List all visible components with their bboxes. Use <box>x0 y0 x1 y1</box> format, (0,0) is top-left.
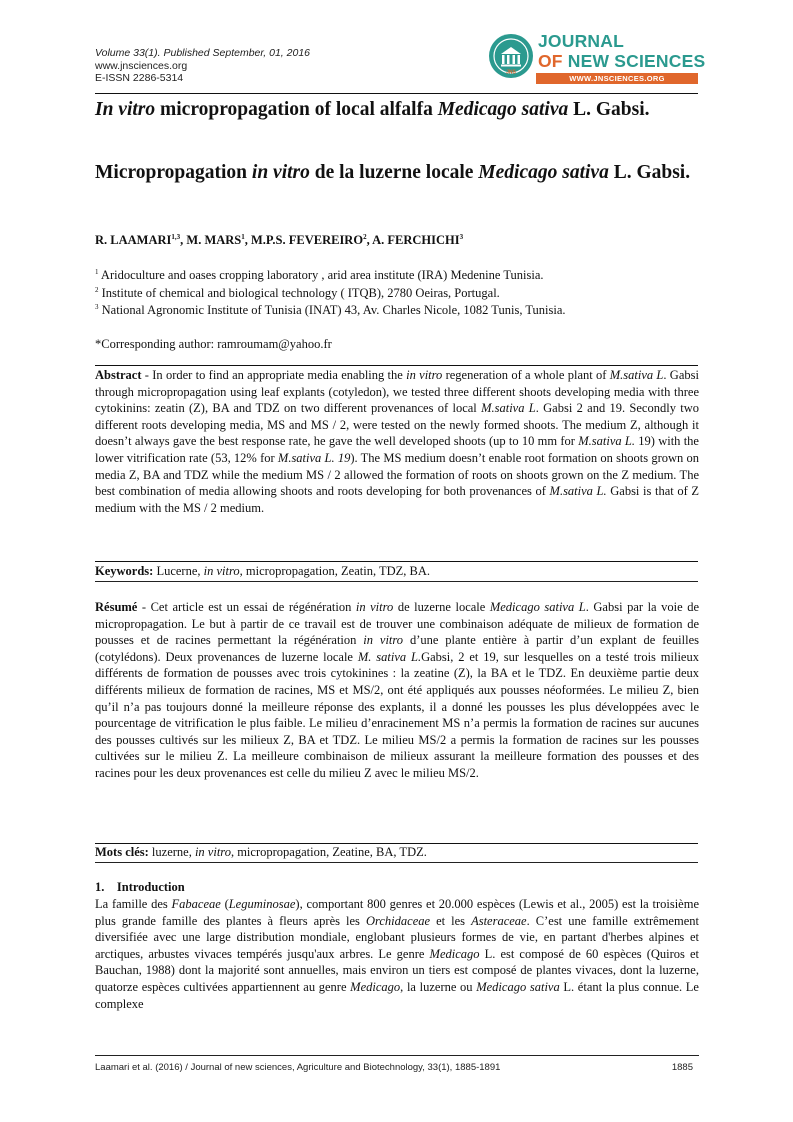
logo-url-banner[interactable]: WWW.JNSCIENCES.ORG <box>536 73 698 84</box>
introduction-heading: 1. Introduction <box>95 880 185 894</box>
website-line[interactable]: www.jnsciences.org <box>95 59 188 72</box>
author-list: R. LAAMARI$^{1,3}$, M. MARS$^1$, M.P.S. FEVEREIRO$^2$, A. FERCHICHI$^3$ <box>95 233 464 248</box>
logo-line-journal: JOURNAL <box>538 31 624 51</box>
title-french: Micropropagation in vitro de la luzerne locale Medicago sativa L. Gabsi. <box>95 162 691 183</box>
journal-logo <box>488 27 706 93</box>
eissn-line: E-ISSN 2286-5314 <box>95 72 184 84</box>
footer-rule <box>95 1055 699 1056</box>
seal-text: JNS <box>506 69 516 76</box>
resume-paragraph: Résumé - Cet article est un essai de régénération in vitro de luzerne locale Medicago sativa L. Gabsi par la voie de micropropagation. Le but à partir de ce travail est de trouver une combinaison adéquate de milieux de formation de pousses et de racines permettant la régénération in vitro d’une plante entière à partir d’un explant de feuilles (cotylédons). Deux provenances de luzerne locale M. sativa L.Gabsi, 2 et 19, sur lesquelles on a testé trois milieux différents de formation de pousses avec trois cytokinines : la zeatine (Z), la BA et le TDZ. En deuxième partie deux différents milieux de formation de racines, MS et MS/2, ont été appliqués aux pousses néoformées. Le milieu Z, bien qu’il n’a pas toujours donné la meilleure réponse des explants, il a donné les pousses les plus développées avec le pourcentage de vitrification le plus faible. Le milieu d’enracinement MS n’a permis la formation de racines sur aucunes des pousses cultivés sur les milieux Z, BA et TDZ. Le milieu MS/2 a permis la formation de racines sur les pousses cultivées sur le milieu Z. La meilleure combinaison de milieux assurant la meilleure formation des pousses et des racines pour les deux provenances est celle du milieu Z avec le milieu MS/2. <box>95 600 699 780</box>
journal-seal-icon <box>488 33 534 79</box>
abstract-paragraph: Abstract - In order to find an appropriate media enabling the in vitro regeneration of a whole plant of M.sativa L. Gabsi through micropropagation using leaf explants (cotyledon), we tested three different shoots developing media with three cytokinins: zeatin (Z), BA and TDZ on two different provenances of local M.sativa L. Gabsi 2 and 19. Secondly two different roots developing media, MS and MS / 2, were tested on the newly formed shoots. The medium Z, although it doesn’t always gave the best response rate, he gave the well developed shoots (up to 10 mm for M.sativa L. 19) with the lower vitrification rate (53, 12% for M.sativa L. 19). The MS medium doesn’t enable root formation on shoots grown on media Z, BA and TDZ while the medium MS / 2 allowed the formation of roots on shoots grown on the Z medium. The best combination of media allowing shoots and roots developing for both provenances of M.sativa L. Gabsi is that of Z medium with the MS / 2 medium. <box>95 368 699 515</box>
mots-cles-line: Mots clés: luzerne, in vitro, micropropagation, Zeatine, BA, TDZ. <box>95 845 427 859</box>
keywords-line: Keywords: Lucerne, in vitro, micropropagation, Zeatin, TDZ, BA. <box>95 564 431 578</box>
journal-header-meta <box>95 47 310 85</box>
logo-of: OF <box>538 51 563 71</box>
abstract-top-rule <box>95 365 698 366</box>
volume-line: Volume 33(1). Published September, 01, 2016 <box>95 47 310 59</box>
title-english: In vitro micropropagation of local alfalfa Medicago sativa L. Gabsi. <box>95 99 650 120</box>
page-number: 1885 <box>671 1062 693 1073</box>
mots-cles-top-rule <box>95 843 698 844</box>
introduction-paragraph: La famille des Fabaceae (Leguminosae), comportant 800 genres et 20.000 espèces (Lewis et al., 2005) est la troisième plus grande famille des plantes à fleurs après les Orchidaceae et les Asteraceae. C’est une famille extrêmement diversifiée avec une large distribution mondiale, englobant plusieurs formes de vie, en partant d'herbes alpines et arctiques, arbustes vivaces tempérés jusqu'aux arbres. Le genre Medicago L. est composé de 60 espèces (Quiros et Bauchan, 1988) dont la majorité sont annuelles, mais environ un tiers est composé de plantes vivaces, dont la luzerne, quatorze espèces cultivées appartiennent au genre Medicago, la luzerne ou Medicago sativa L. étant la plus connue. Le complexe <box>95 897 700 1011</box>
logo-line-new-sciences <box>538 51 705 72</box>
affiliation-1: $^1$ Aridoculture and oases cropping laboratory , arid area institute (IRA) Medenine Tunisia. <box>95 268 544 283</box>
keywords-top-rule <box>95 561 698 562</box>
affiliation-2: $^2$ Institute of chemical and biological technology ( ITQB), 2780 Oeiras, Portugal. <box>95 286 500 301</box>
corresponding-author: *Corresponding author: ramroumam@yahoo.fr <box>95 337 332 351</box>
affiliation-3: $^3$ National Agronomic Institute of Tunisia (INAT) 43, Av. Charles Nicole, 1082 Tunis, Tunisia. <box>95 303 566 318</box>
mots-cles-bottom-rule <box>95 862 698 863</box>
footer-citation: Laamari et al. (2016) / Journal of new sciences, Agriculture and Biotechnology, 33(1), 1885-1891 <box>95 1062 501 1073</box>
logo-new-sciences: NEW SCIENCES <box>567 51 706 71</box>
page-footer <box>95 1062 693 1073</box>
header-rule <box>95 93 698 94</box>
keywords-bottom-rule <box>95 581 698 582</box>
